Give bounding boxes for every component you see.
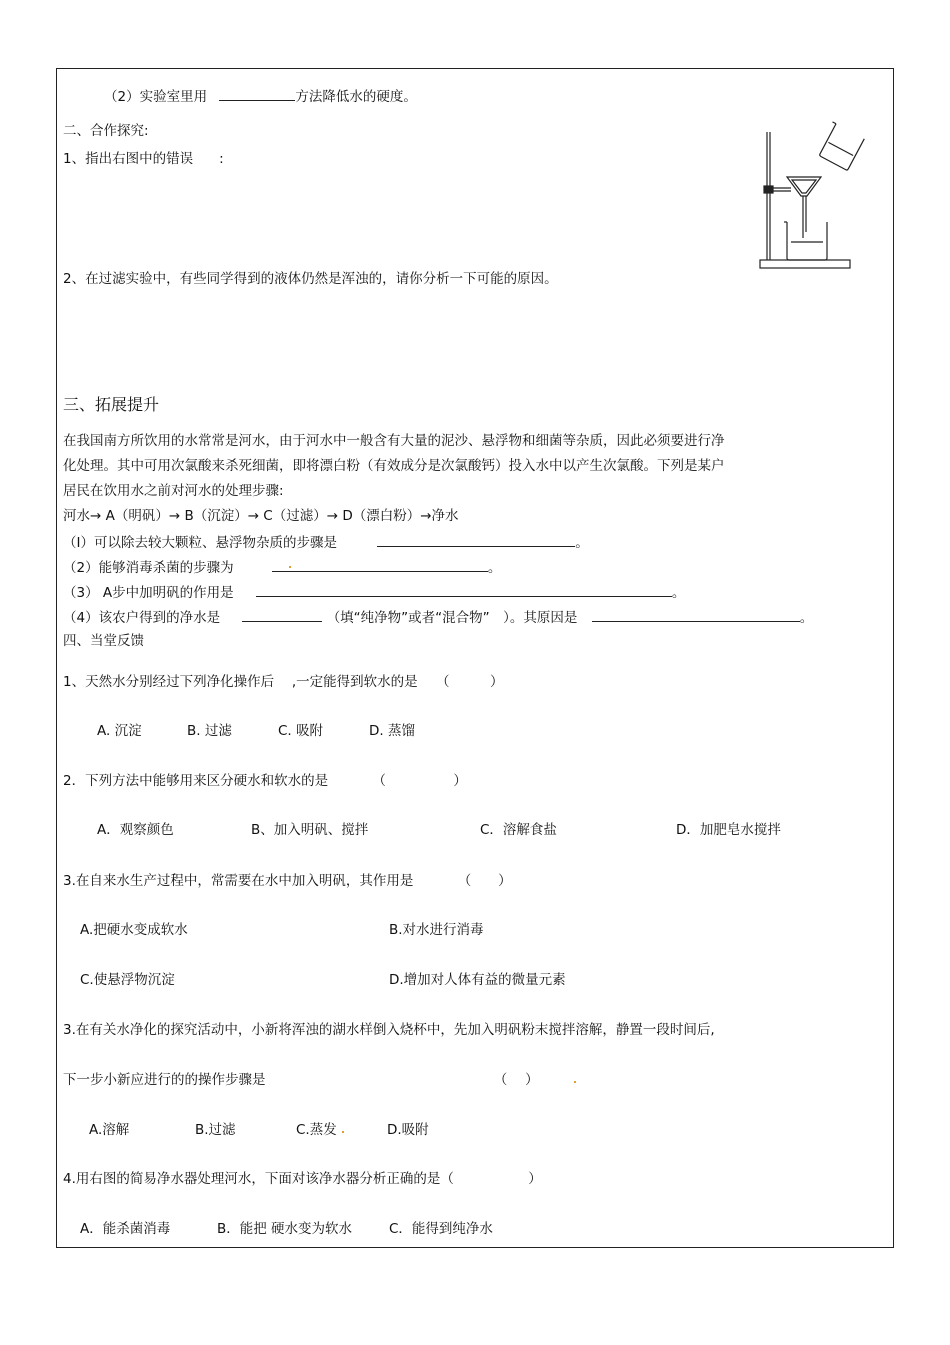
answer-blank[interactable] (256, 582, 672, 597)
part2-question-1 (63, 150, 224, 168)
quiz-q3-option-b[interactable]: B.对水进行消毒 (389, 922, 484, 938)
sub3-text: （3） A步中加明矾的作用是 (63, 585, 234, 601)
quiz-q1-option-b[interactable]: B. 过滤 (187, 723, 232, 739)
q2-text-a: （2）实验室里用 (104, 89, 208, 105)
beaker (787, 222, 827, 260)
part3-paragraph-line-2: 化处理。其中可用次氯酸来杀死细菌，即将漂白粉（有效成分是次氯酸钙）投入水中以产生次氯酸。下列是某户 (63, 458, 725, 474)
ink-speck (342, 1131, 344, 1133)
period: 。 (671, 585, 686, 601)
answer-paren[interactable]: （ ） (493, 1072, 539, 1088)
quiz-question-1 (63, 673, 503, 691)
ink-speck (574, 1081, 576, 1083)
quiz-q1-option-d[interactable]: D. 蒸馏 (369, 723, 415, 739)
quiz-q4-option-c[interactable]: C.蒸发 (296, 1122, 337, 1138)
answer-blank[interactable] (242, 607, 322, 622)
sub2-text: （2）能够消毒杀菌的步骤为 (63, 560, 234, 576)
quiz-q4-option-b[interactable]: B.过滤 (195, 1122, 236, 1138)
part3-sub-4 (63, 607, 813, 627)
quiz-q5-option-c[interactable]: C．能得到纯净水 (389, 1221, 493, 1237)
quiz-q3-option-c[interactable]: C.使悬浮物沉淀 (80, 972, 175, 988)
quiz-q2-option-d[interactable]: D．加肥皂水搅拌 (676, 822, 781, 838)
part3-paragraph-line-3: 居民在饮用水之前对河水的处理步骤: (63, 483, 284, 499)
answer-blank[interactable] (219, 86, 295, 101)
sub1-text: （I）可以除去较大颗粒、悬浮物杂质的步骤是 (63, 535, 337, 551)
q1-stem: 1、天然水分别经过下列净化操作后 ,一定能得到软水的是 (63, 674, 418, 690)
sub4-text-b: （填“纯净物”或者“混合物” ）。其原因是 (326, 610, 578, 626)
q1-text: 1、指出右图中的错误 (63, 151, 194, 167)
q1-colon: : (219, 151, 224, 167)
quiz-question-2 (63, 772, 467, 790)
quiz-question-4-line-1: 3.在有关水净化的探究活动中，小新将浑浊的湖水样倒入烧杯中，先加入明矾粉末搅拌溶解，静置一段时间后, (63, 1022, 715, 1038)
part2-question-2: 2、在过滤实验中，有些同学得到的液体仍然是浑浊的，请你分析一下可能的原因。 (63, 271, 558, 287)
quiz-q2-option-b[interactable]: B、加入明矾、搅拌 (251, 822, 369, 838)
quiz-q5-option-a[interactable]: A．能杀菌消毒 (80, 1221, 171, 1237)
answer-paren[interactable]: （ ） (457, 873, 512, 889)
part3-paragraph-line-1: 在我国南方所饮用的水常常是河水，由于河水中一般含有大量的泥沙、悬浮物和细菌等杂质，因此必须要进行净 (63, 433, 725, 449)
quiz-q2-option-c[interactable]: C．溶解食盐 (480, 822, 557, 838)
section-4-heading: 四、当堂反馈 (63, 633, 144, 649)
quiz-q3-option-a[interactable]: A.把硬水变成软水 (80, 922, 188, 938)
stand-base (760, 260, 850, 268)
quiz-q1-option-c[interactable]: C. 吸附 (278, 723, 324, 739)
answer-paren-close[interactable]: ） (528, 1171, 542, 1187)
section-3-heading: 三、拓展提升 (63, 395, 160, 414)
q4-stem: 下一步小新应进行的的操作步骤是 (63, 1072, 266, 1088)
answer-paren[interactable]: （ ） (435, 674, 504, 690)
quiz-q2-option-a[interactable]: A．观察颜色 (97, 822, 174, 838)
sub4-text-a: （4）该农户得到的净水是 (63, 610, 221, 626)
q2-text-b: 方法降低水的硬度。 (295, 89, 417, 105)
answer-blank[interactable] (272, 557, 488, 572)
quiz-q3-option-d[interactable]: D.增加对人体有益的微量元素 (389, 972, 566, 988)
quiz-q4-option-d[interactable]: D.吸附 (387, 1122, 429, 1138)
period: 。 (575, 535, 589, 551)
quiz-question-3 (63, 872, 512, 890)
treatment-flow: 河水→ A（明矾）→ B（沉淀）→ C（过滤）→ D（漂白粉）→净水 (63, 508, 459, 524)
q5-stem: 4.用右图的简易净水器处理河水，下面对该净水器分析正确的是（ (63, 1171, 454, 1187)
answer-blank[interactable] (377, 532, 575, 547)
part3-sub-1 (63, 532, 589, 552)
answer-blank[interactable] (592, 607, 800, 622)
part3-sub-3 (63, 582, 685, 602)
quiz-q4-option-a[interactable]: A.溶解 (89, 1122, 130, 1138)
section-2-heading: 二、合作探究: (63, 123, 149, 139)
quiz-q1-option-a[interactable]: A. 沉淀 (97, 723, 142, 739)
filtration-apparatus-figure (757, 120, 869, 272)
part3-sub-2 (63, 557, 501, 577)
q2-stem: 2．下列方法中能够用来区分硬水和软水的是 (63, 773, 329, 789)
quiz-question-4-line-2 (63, 1071, 539, 1089)
period: 。 (487, 560, 502, 576)
pouring-beaker (816, 122, 865, 171)
quiz-question-5 (63, 1170, 542, 1188)
q3-stem: 3.在自来水生产过程中，常需要在水中加入明矾，其作用是 (63, 873, 414, 889)
answer-paren[interactable]: （ ） (372, 773, 467, 789)
quiz-q5-option-b[interactable]: B．能把 硬水变为软水 (217, 1221, 353, 1237)
part1-question-2 (104, 86, 417, 106)
ink-speck (289, 566, 291, 568)
period: 。 (799, 610, 814, 626)
